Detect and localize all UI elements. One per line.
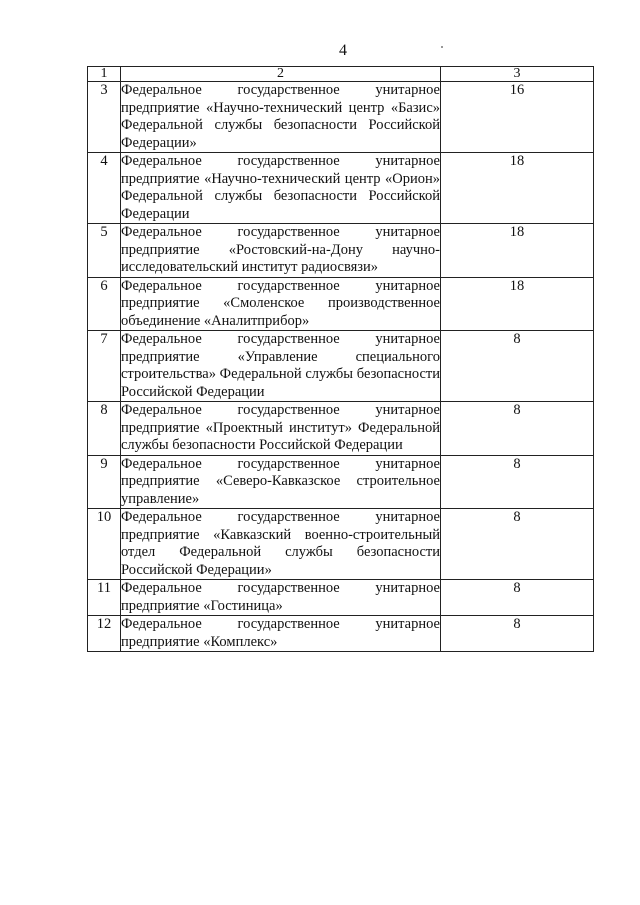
table-row — [88, 153, 594, 224]
table-row — [88, 82, 594, 153]
enterprise-name: Федеральное государственное унитарное предприятие «Проектный институт» Федеральной службы безопасности Российской Федерации — [121, 402, 440, 453]
scan-speck — [441, 46, 443, 48]
page-number: 4 — [339, 42, 347, 59]
enterprise-name: Федеральное государственное унитарное предприятие «Комплекс» — [121, 616, 440, 650]
enterprise-name: Федеральное государственное унитарное предприятие «Кавказский военно-строительный отдел Федеральной службы безопасности Российской Федерации» — [121, 509, 440, 578]
row-number: 4 — [88, 153, 121, 224]
table-row — [88, 277, 594, 331]
row-number: 8 — [88, 402, 121, 456]
table-row — [88, 509, 594, 580]
enterprise-name: Федеральное государственное унитарное предприятие «Научно-технический центр «Базис» Федеральной службы безопасности Российской Федерации» — [121, 82, 440, 151]
enterprise-name: Федеральное государственное унитарное предприятие «Гостиница» — [121, 580, 440, 614]
row-number: 12 — [88, 616, 121, 652]
row-value: 18 — [441, 153, 594, 224]
column-header-number: 1 — [88, 67, 121, 82]
table-row — [88, 331, 594, 402]
table-row — [88, 224, 594, 278]
row-value: 8 — [441, 402, 594, 456]
row-value: 8 — [441, 616, 594, 652]
enterprise-name: Федеральное государственное унитарное предприятие «Управление специального строительства» Федеральной службы безопасности Российской Федерации — [121, 331, 440, 400]
table-header-row — [88, 67, 594, 82]
enterprise-name: Федеральное государственное унитарное предприятие «Смоленское производственное объединение «Аналитприбор» — [121, 277, 440, 329]
enterprise-name: Федеральное государственное унитарное предприятие «Ростовский-на-Дону научно-исследовательский институт радиосвязи» — [121, 224, 440, 275]
row-value: 8 — [441, 331, 594, 402]
row-value: 8 — [441, 509, 594, 580]
table-row — [88, 455, 594, 509]
row-number: 9 — [88, 455, 121, 509]
row-number: 7 — [88, 331, 121, 402]
table-row — [88, 402, 594, 456]
row-number: 6 — [88, 277, 121, 331]
row-number: 3 — [88, 82, 121, 153]
column-header-name: 2 — [121, 67, 441, 82]
row-value: 18 — [441, 224, 594, 278]
table-row — [88, 580, 594, 616]
column-header-value: 3 — [441, 67, 594, 82]
enterprise-table — [87, 66, 594, 652]
row-value: 8 — [441, 580, 594, 616]
row-number: 10 — [88, 509, 121, 580]
enterprise-name: Федеральное государственное унитарное предприятие «Научно-технический центр «Орион» Федеральной службы безопасности Российской Федерации — [121, 153, 440, 222]
row-value: 16 — [441, 82, 594, 153]
row-number: 11 — [88, 580, 121, 616]
row-value: 18 — [441, 277, 594, 331]
enterprise-name: Федеральное государственное унитарное предприятие «Северо-Кавказское строительное управление» — [121, 455, 440, 507]
table-row — [88, 616, 594, 652]
row-value: 8 — [441, 455, 594, 509]
row-number: 5 — [88, 224, 121, 278]
